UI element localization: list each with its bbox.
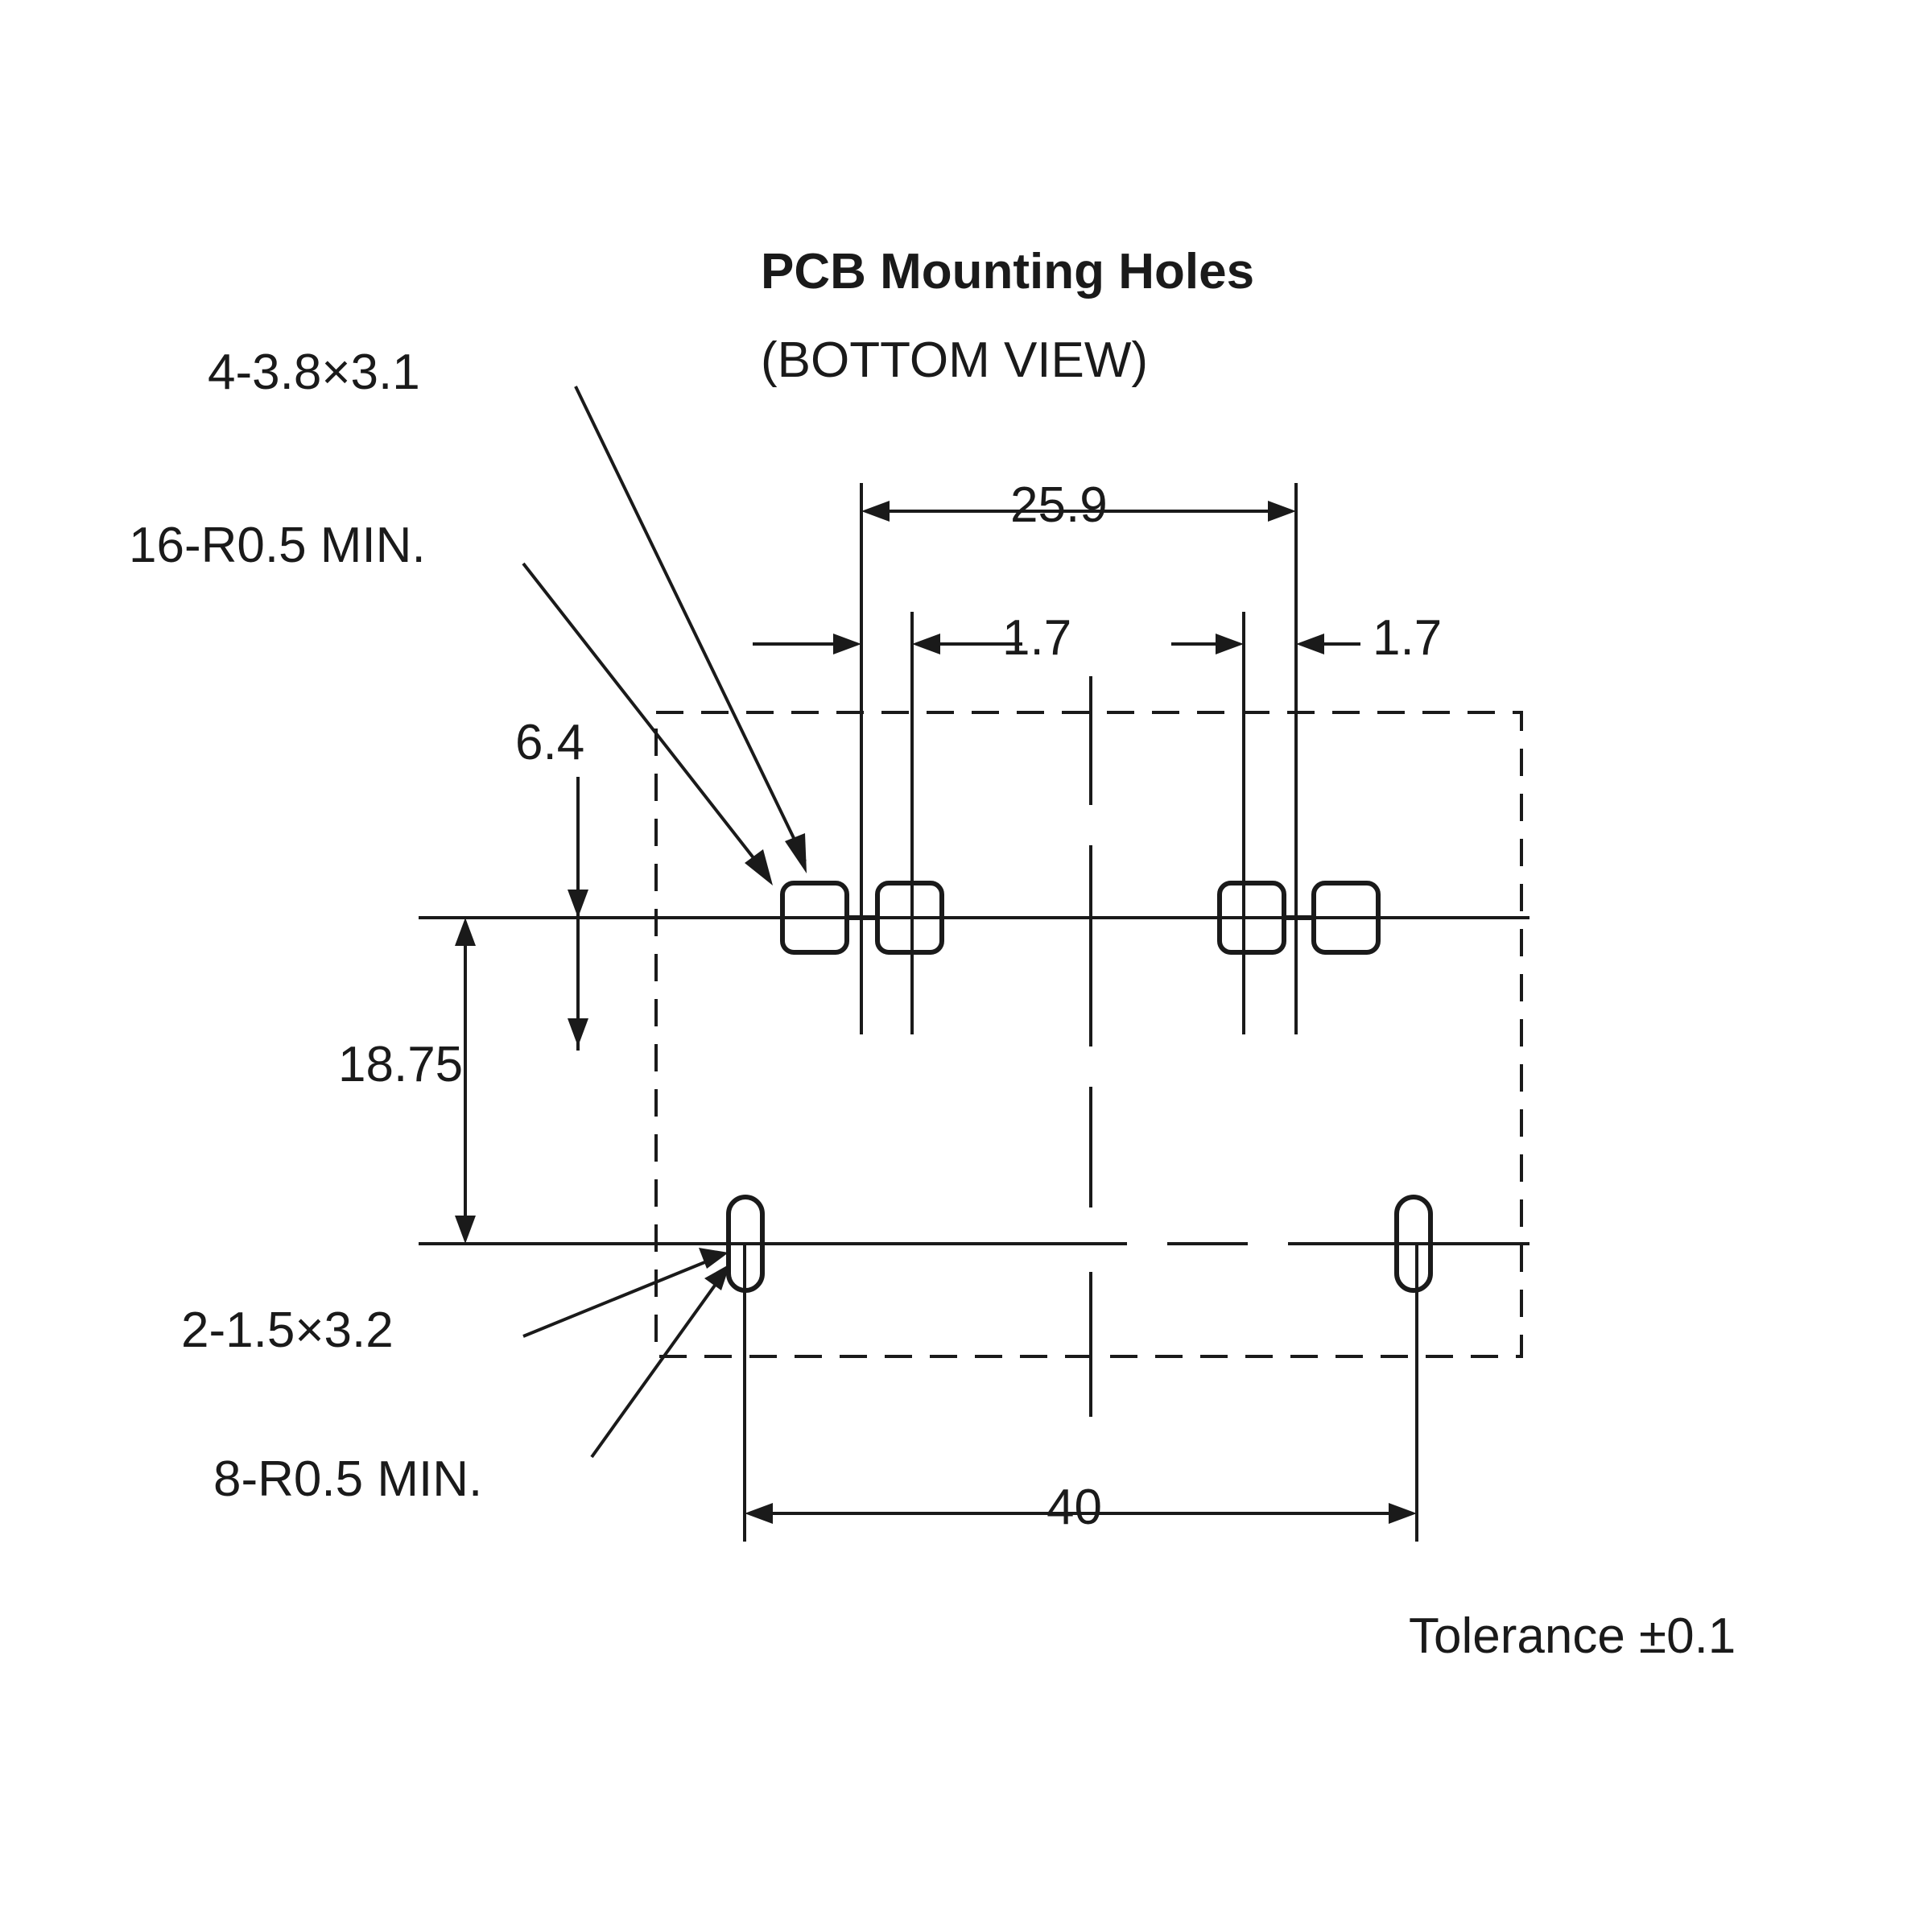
label-dim-18-75: 18.75 [338, 1037, 464, 1092]
arrow-17-left-out [912, 634, 940, 654]
arrow-6-4-bottom [568, 1018, 588, 1046]
arrow-17-right-in [1216, 634, 1244, 654]
label-16-radius: 16-R0.5 MIN. [129, 518, 426, 573]
drawing-subtitle: (BOTTOM VIEW) [761, 332, 1149, 388]
arrow-18-75-top [455, 918, 476, 946]
arrow-25-9-right [1268, 501, 1296, 522]
leader-16-radius-arrow [745, 849, 773, 886]
label-8-radius: 8-R0.5 MIN. [213, 1451, 483, 1507]
arrow-17-left-in [833, 634, 861, 654]
arrow-40-left [745, 1503, 773, 1524]
label-dim-1-7-right: 1.7 [1373, 610, 1443, 666]
label-4-holes: 4-3.8×3.1 [208, 345, 420, 400]
arrow-6-4-top [568, 890, 588, 918]
leader-4-holes [576, 386, 805, 861]
leader-2-slots-arrow [699, 1248, 729, 1269]
arrow-17-right-out [1296, 634, 1324, 654]
label-dim-25-9: 25.9 [1010, 477, 1108, 533]
label-dim-6-4: 6.4 [515, 715, 585, 770]
arrow-25-9-left [861, 501, 890, 522]
arrow-40-right [1389, 1503, 1417, 1524]
drawing-title: PCB Mounting Holes [761, 244, 1255, 299]
leader-4-holes-arrow [785, 833, 807, 873]
leader-2-slots [523, 1256, 720, 1336]
arrow-18-75-bottom [455, 1216, 476, 1244]
leader-8-radius-arrow [704, 1264, 730, 1290]
body-outline [656, 712, 1521, 1356]
label-dim-40: 40 [1046, 1480, 1102, 1535]
label-2-slots: 2-1.5×3.2 [181, 1302, 394, 1358]
label-dim-1-7-left: 1.7 [1002, 610, 1072, 666]
tolerance-note: Tolerance ±0.1 [1409, 1608, 1736, 1664]
